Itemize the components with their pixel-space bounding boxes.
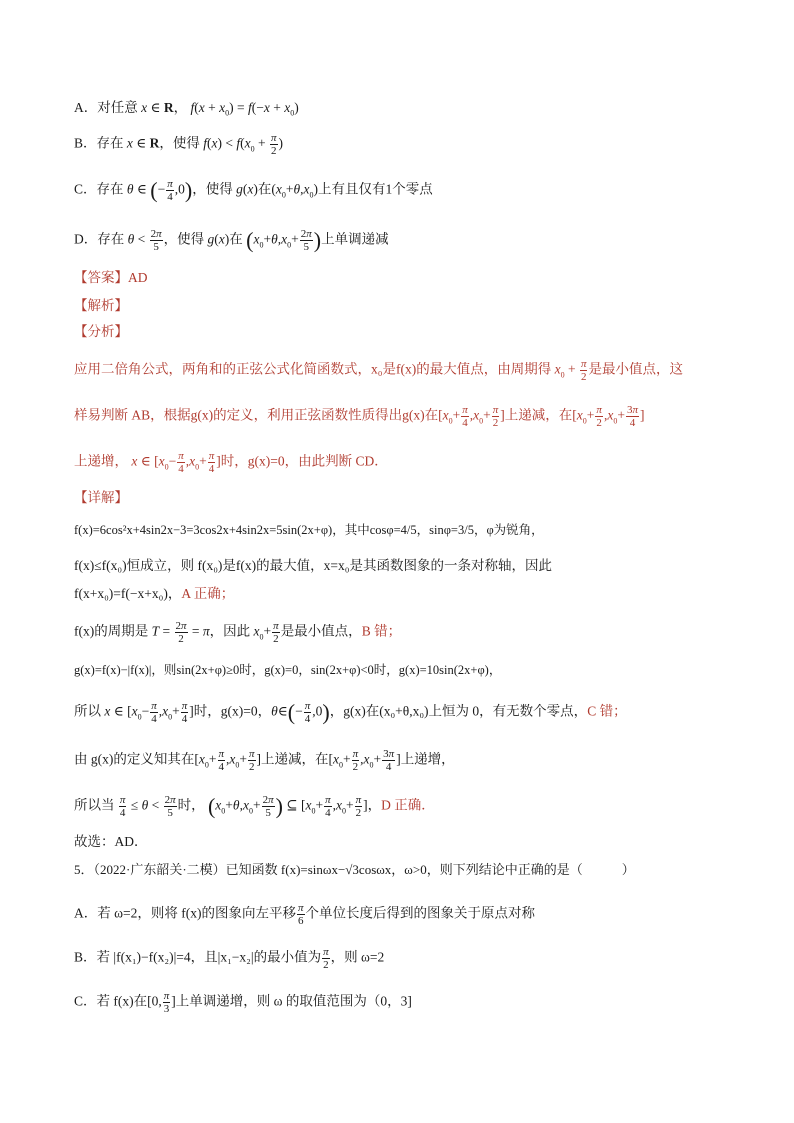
xiangjie-line-8: 所以当 $\frac{\pi}{4}$ ≤ θ < $\frac{2\pi}{5}$ 时， ($x_0+\theta,x_0+$ $\frac{2\pi}{5}$ ) ⊆ [$x_0+$ $\frac{\pi}{4}$ $,x_0+$ $\frac{\pi}{2}$ ]，D 正确． [74, 793, 435, 819]
option-c: C．存在 θ ∈ (− $\frac{\pi}{4}$ ,0)，使得 g(x)在$(x_0+\theta,x_0)$上有且仅有1个零点 [74, 177, 433, 203]
option-b: B．存在 x ∈ R，使得 $f(x) < f(x_0$ + $\frac{\pi}{2}$ ) [74, 132, 284, 157]
fenxi-line-3: 上递增， x ∈ [$x_0-$ $\frac{\pi}{4}$ $,x_0+$ $\frac{\pi}{4}$ ]时，g(x)=0，由此判断 CD． [74, 450, 388, 475]
option-a: A．对任意 x ∈ R， $f(x + x_0) = f(-x + x_0)$ [74, 100, 299, 118]
xiangjie-line-7: 由 g(x)的定义知其在[$x_0+$ $\frac{\pi}{4}$ $,x_0+$ $\frac{\pi}{2}$ ]上递减，在[$x_0+$ $\frac{\pi}{2}$ $,x_0+$ $\frac{3\pi}{4}$ ]上递增， [74, 748, 455, 773]
option-a-math: x [141, 100, 148, 115]
answer-line: 【答案】AD [74, 270, 148, 285]
xiangjie-label: 【详解】 [74, 490, 128, 505]
fenxi-line-1: 应用二倍角公式，两角和的正弦公式化简函数式，x₀是f(x)的最大值点，由周期得 $x_0$ + $\frac{\pi}{2}$ 是最小值点，这 [74, 358, 683, 383]
xiangjie-line-5: g(x)=f(x)−|f(x)|，则sin(2x+φ)≥0时，g(x)=0，sin(2x+φ)<0时，g(x)=10sin(2x+φ)， [74, 663, 502, 677]
q5-option-a: A．若 ω=2，则将 f(x)的图象向左平移 $\frac{\pi}{6}$ 个单位长度后得到的图象关于原点对称 [74, 902, 536, 927]
xiangjie-line-4: f(x)的周期是 T = $\frac{2\pi}{2}$ = π，因此 $x_0+$ $\frac{\pi}{2}$ 是最小值点，B 错； [74, 620, 402, 645]
xiangjie-line-6: 所以 x ∈ [$x_0-$ $\frac{\pi}{4}$ $,x_0+$ $\frac{\pi}{4}$ ]时，g(x)=0，θ∈(− $\frac{\pi}{4}$ ,0)，g(x)在(x₀+θ,x₀)上恒为 0，有无数个零点，C 错； [74, 699, 627, 725]
option-d: D．存在 θ < $\frac{2\pi}{5}$ ，使得 g(x)在 ($x_0+\theta,x_0+$ $\frac{2\pi}{5}$ )上单调递减 [74, 227, 389, 253]
q5-option-b: B．若 |f(x₁)−f(x₂)|=4，且|x₁−x₂|的最小值为 $\frac{\pi}{2}$ ，则 ω=2 [74, 946, 385, 971]
q5-stem: 5．（2022·广东韶关·二模）已知函数 f(x)=sinωx−√3cosωx，ω>0，则下列结论中正确的是（ ） [74, 862, 635, 877]
xiangjie-line-2: f(x)≤f(x₀)恒成立，则 f(x₀)是f(x)的最大值，x=x₀是其函数图象的一条对称轴，因此 [74, 558, 552, 573]
jiexi-label: 【解析】 [74, 298, 128, 313]
fenxi-label: 【分析】 [74, 324, 128, 339]
xiangjie-line-3: f(x+x₀)=f(−x+x₀)，A 正确； [74, 586, 235, 601]
q5-option-c: C．若 f(x)在[0, $\frac{\pi}{3}$ ]上单调递增，则 ω 的取值范围为（0，3] [74, 990, 412, 1015]
xiangjie-line-9: 故选：AD． [74, 834, 148, 849]
xiangjie-line-1: f(x)=6cos²x+4sin2x−3=3cos2x+4sin2x=5sin(2x+φ)，其中cosφ=4/5，sinφ=3/5，φ为锐角， [74, 523, 544, 537]
fenxi-line-2: 样易判断 AB，根据g(x)的定义，利用正弦函数性质得出g(x)在[$x_0+$ $\frac{\pi}{4}$ $,x_0+$ $\frac{\pi}{2}$ ]上递减，在[$x_0+$ $\frac{\pi}{2}$ $,x_0+$ $\frac{3\pi}{4}$ ] [74, 404, 645, 429]
